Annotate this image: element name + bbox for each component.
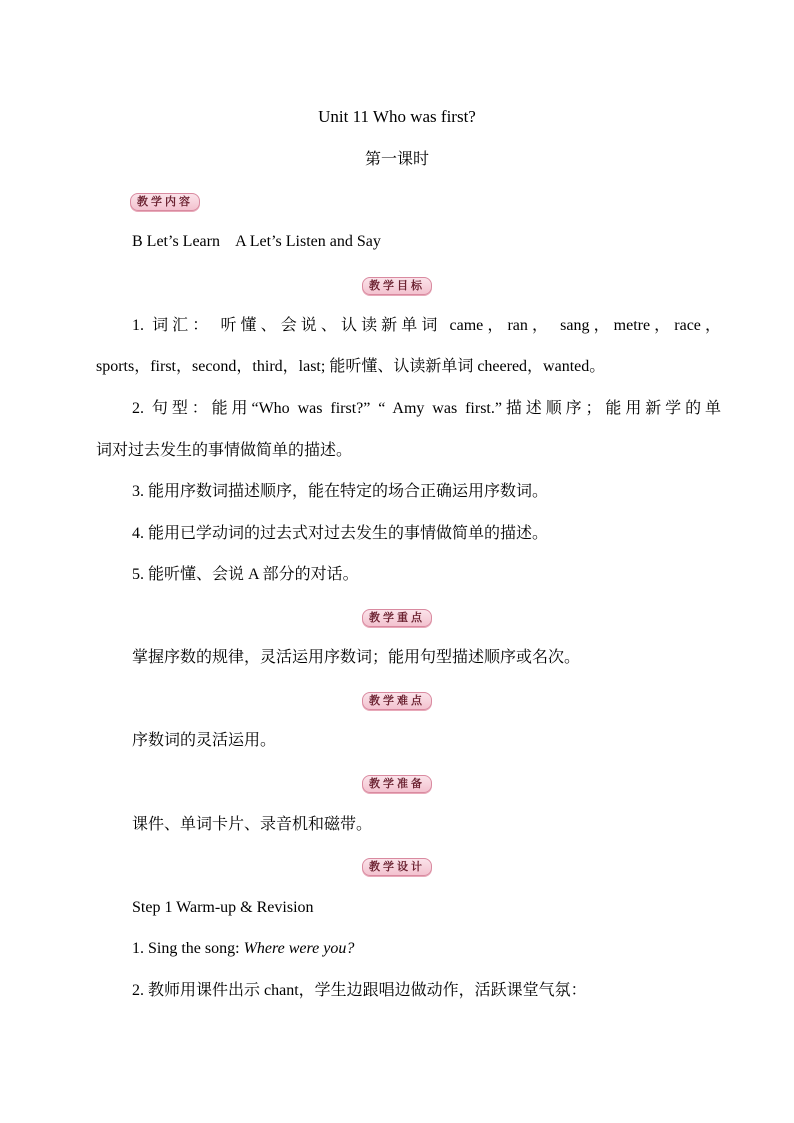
section-badge-goals [0,276,794,294]
goal-1-line-2: sports，first，second，third，last; 能听懂、认读新单词 cheered，wanted。 [96,358,606,375]
badge-label: 教学设计 [362,858,432,876]
step-1-item-2: 2. 教师用课件出示 chant，学生边跟唱边做动作，活跃课堂气氛： [132,982,587,999]
step-1-heading: Step 1 Warm-up & Revision [132,899,314,916]
goal-4: 4. 能用已学动词的过去式对过去发生的事情做简单的描述。 [132,525,549,542]
song-title: Where were you? [243,940,355,957]
step-1-item-1 [132,939,354,959]
section-badge-design [0,857,794,875]
preparation-text: 课件、单词卡片、录音机和磁带。 [132,816,373,833]
goal-3: 3. 能用序数词描述顺序，能在特定的场合正确运用序数词。 [132,483,549,500]
section-badge-difficulties [0,691,794,709]
goal-2-line-1: 2. 句型：能用“Who was first?” “ Amy was first.”描述顺序；能用新学的单 [132,400,721,417]
page-subtitle: 第一课时 [364,151,429,168]
badge-label: 教学重点 [362,609,432,627]
badge-label: 教学难点 [362,692,432,710]
section-badge-key-points [0,608,794,626]
section-badge-content [130,192,200,210]
section-badge-preparation [0,774,794,792]
badge-label: 教学内容 [130,193,200,211]
key-points-text: 掌握序数的规律，灵活运用序数词；能用句型描述顺序或名次。 [132,649,581,666]
goal-5: 5. 能听懂、会说 A 部分的对话。 [132,566,359,583]
goal-2-line-2: 词对过去发生的事情做简单的描述。 [96,442,353,459]
item-1-text: 1. Sing the song: [132,940,244,957]
content-text: B Let’s Learn A Let’s Listen and Say [132,233,381,250]
difficulties-text: 序数词的灵活运用。 [132,732,277,749]
badge-label: 教学目标 [362,277,432,295]
goal-1-line-1: 1. 词汇： 听懂、会说、认读新单词 came，ran， sang，metre，race， [132,317,721,334]
page-title: Unit 11 Who was first? [318,107,476,126]
badge-label: 教学准备 [362,775,432,793]
